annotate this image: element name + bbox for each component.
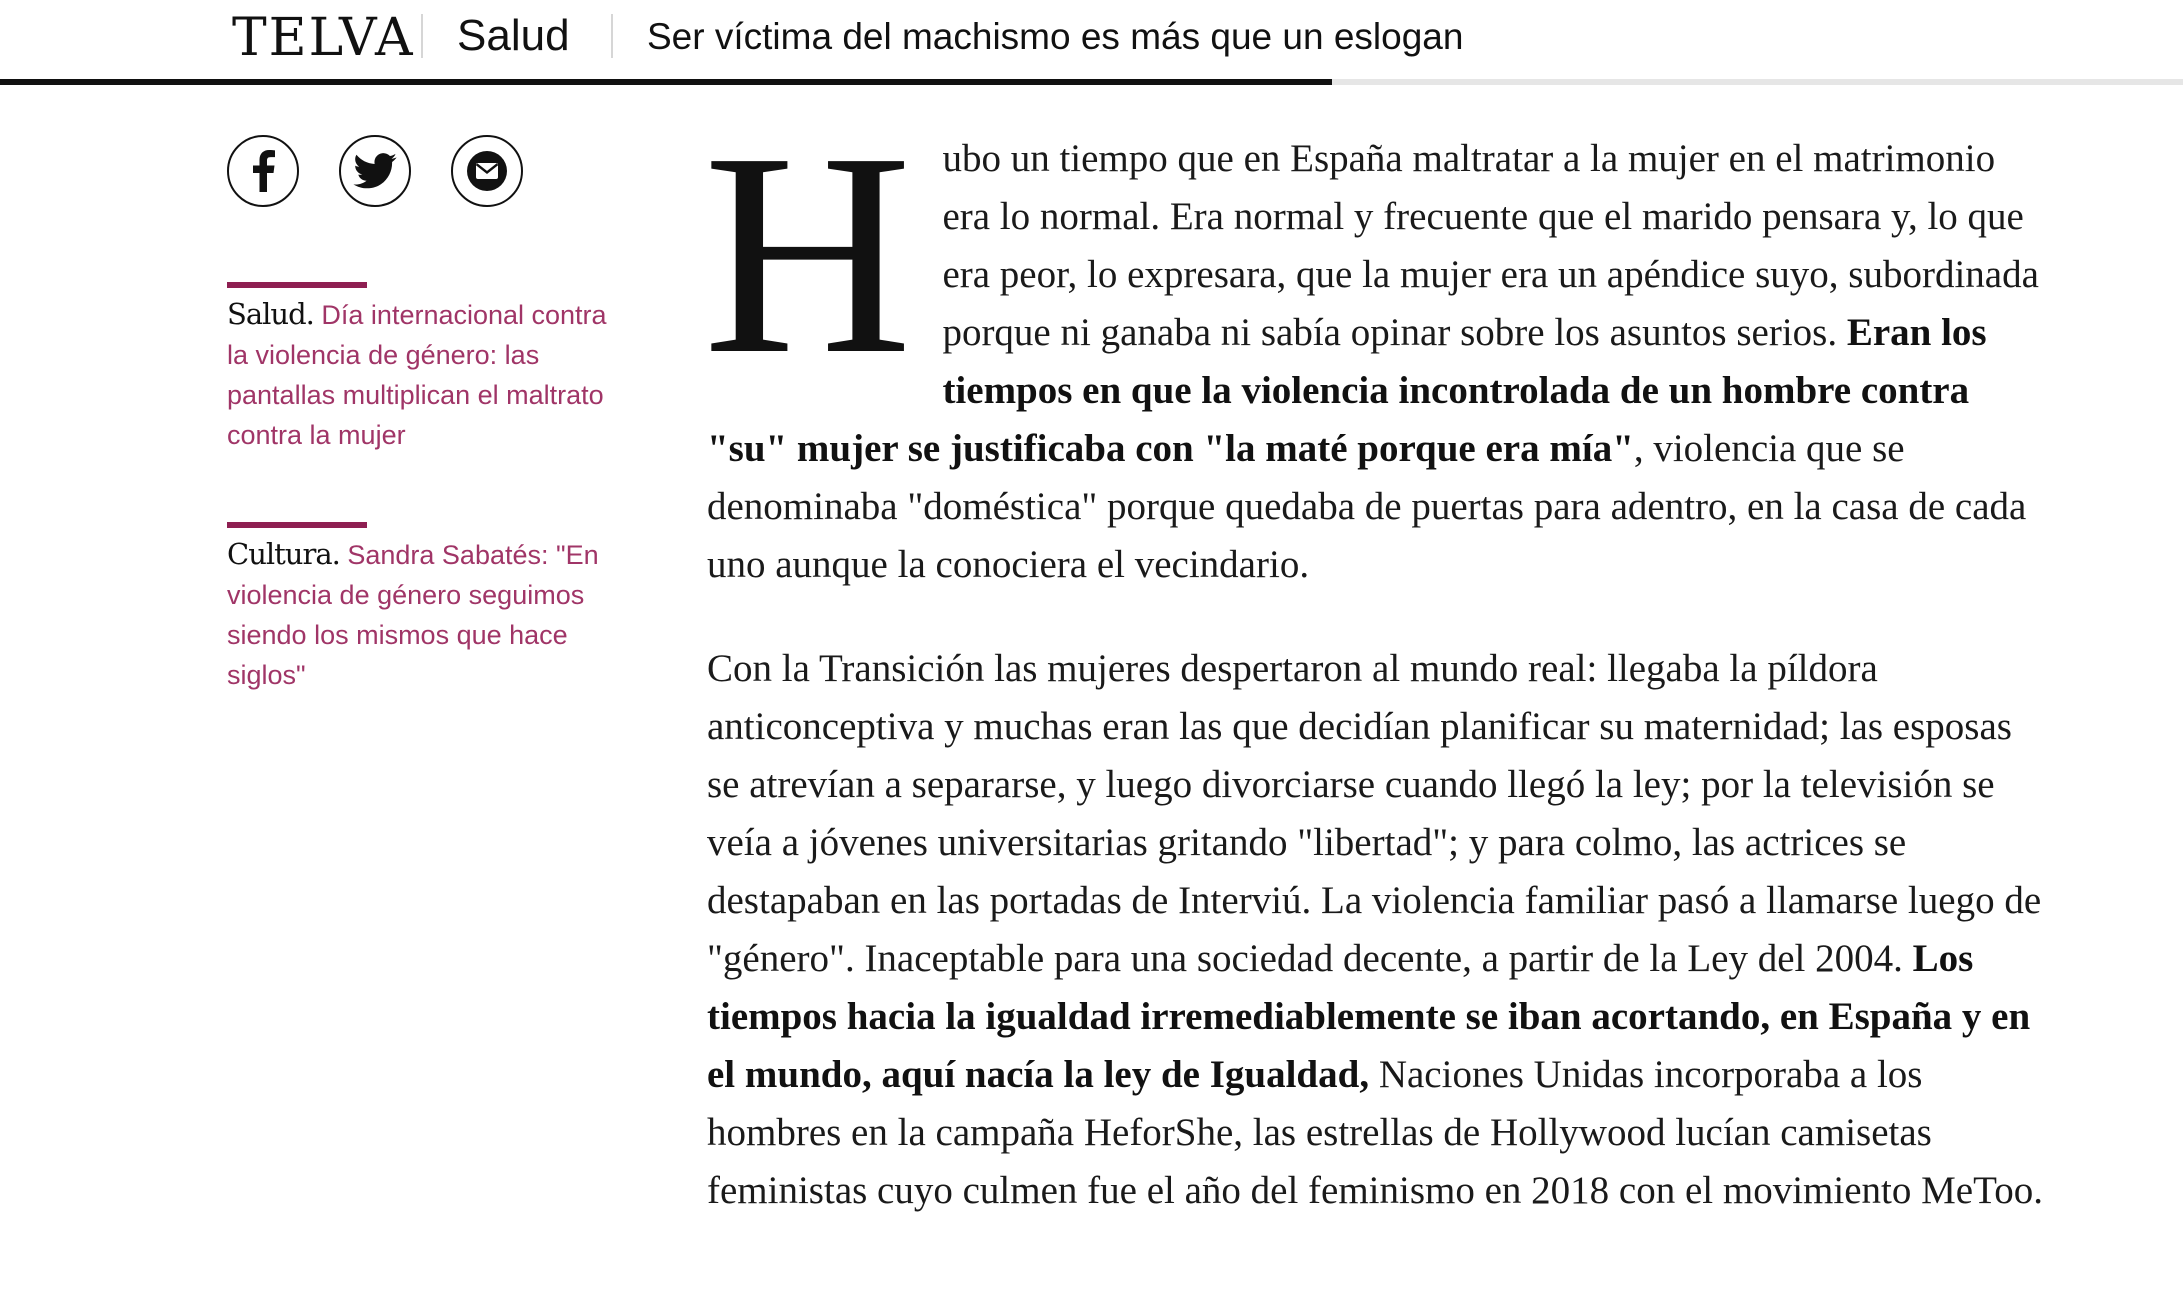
telva-logo[interactable]: TELVA [232, 8, 415, 68]
paragraph-text: Con la Transición las mujeres despertaron al mundo real: llegaba la píldora anticonceptiva y muchas eran las que decidían planificar su maternidad; las esposas se atrevían a separarse, y luego divorciarse cuando llegó la ley; por la televisión se veía a jóvenes universitarias gritando "libertad"; y para colmo, las actrices se destapaban en las portadas de Interviú. La violencia familiar pasó a llamarse luego de "género". Inaceptable para una sociedad decente, a partir de la Ley del 2004. [707, 647, 2042, 980]
paragraph-text: ubo un tiempo que en España maltratar a la mujer en el matrimonio era lo normal. Era normal y frecuente que el marido pensara y, lo que era peor, lo expresara, que la mujer era un apéndice suyo, subordinada porque ni ganaba ni sabía opinar sobre los asuntos serios. [942, 137, 2039, 354]
article-paragraph [703, 93, 2047, 594]
related-category: Cultura. [227, 537, 340, 571]
article-title-header: Ser víctima del machismo es más que un eslogan [647, 16, 1464, 57]
reading-progress-fill [0, 79, 1332, 85]
paragraph-text: , violencia que se denominaba "doméstica" porque quedaba de puertas para adentro, en la casa de cada uno aunque la conociera el vecindario. [707, 427, 2027, 586]
related-link[interactable]: Sandra Sabatés: "En violencia de género seguimos siendo los mismos que hace siglos" [227, 540, 599, 690]
related-item[interactable] [227, 282, 607, 455]
related-item[interactable] [227, 522, 607, 695]
article-paragraph [707, 640, 2047, 1220]
related-accent-bar [227, 522, 367, 528]
header-divider [421, 14, 423, 58]
header-divider [611, 14, 613, 58]
paragraph-text: Naciones Unidas incorporaba a los hombres en la campaña HeforShe, las estrellas de Hollywood lucían camisetas feministas cuyo culmen fue el año del feminismo en 2018 con el movimiento MeToo. [707, 1053, 2043, 1212]
paragraph-bold-text: Los tiempos hacia la igualdad irremediablemente se iban acortando, en España y en el mundo, aquí nacía la ley de Igualdad, [707, 937, 2031, 1096]
twitter-icon [353, 153, 397, 189]
site-header [0, 0, 2183, 80]
facebook-share-button[interactable] [227, 135, 299, 207]
related-category: Salud. [227, 297, 314, 331]
twitter-share-button[interactable] [339, 135, 411, 207]
paragraph-bold-text: Eran los tiempos en que la violencia incontrolada de un hombre contra "su" mujer se justificaba con "la maté porque era mía" [707, 311, 1987, 470]
section-link[interactable]: Salud [457, 11, 570, 60]
reading-progress-bar [0, 79, 2183, 85]
facebook-icon [248, 150, 278, 192]
email-icon [467, 151, 507, 191]
article-body [703, 93, 2047, 1266]
email-share-button[interactable] [451, 135, 523, 207]
related-link[interactable]: Día internacional contra la violencia de género: las pantallas multiplican el maltrato contra la mujer [227, 300, 607, 450]
related-accent-bar [227, 282, 367, 288]
drop-cap: H [703, 93, 913, 414]
